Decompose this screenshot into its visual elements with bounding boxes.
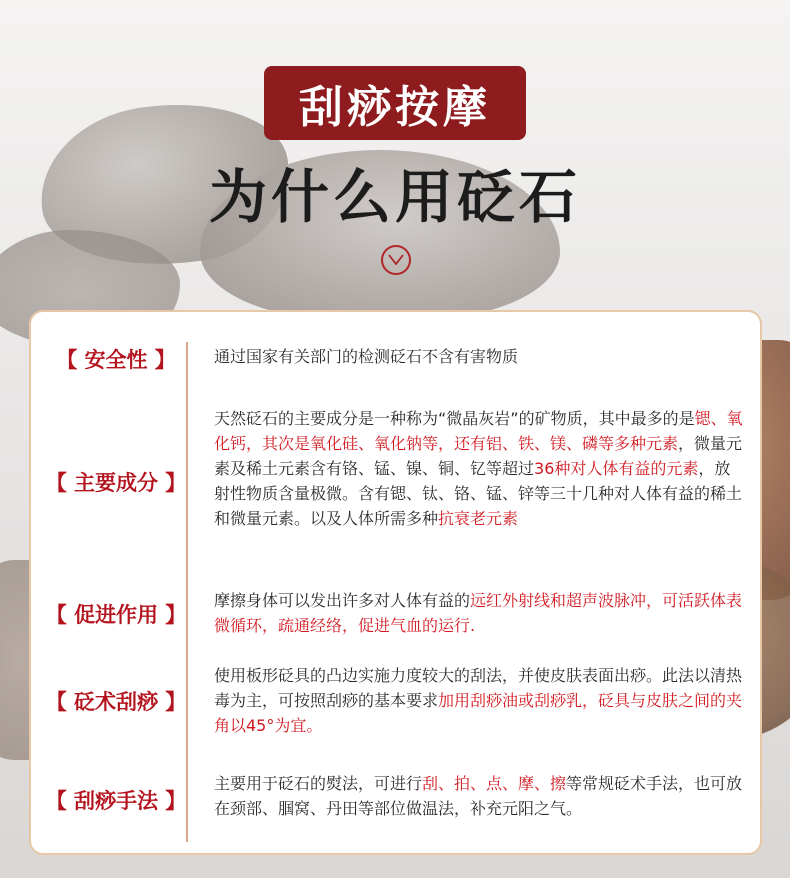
- section-label: 【 促进作用 】: [45, 603, 187, 627]
- chevron-down-icon[interactable]: [381, 245, 411, 275]
- body-text: ，微量元素及稀土元素含有铬、锰、镍、铜、钇等超过: [214, 434, 743, 478]
- section-label: 【 砭术刮痧 】: [45, 690, 187, 714]
- section-text: [214, 771, 746, 821]
- divider-line: [186, 342, 188, 842]
- highlight-text: 锶、氧化钙，其次是氧化硅、氧化钠等，还有铝、铁、镁、磷等多种元素: [214, 409, 743, 453]
- section-label: 【 安全性 】: [56, 348, 176, 372]
- body-text: 天然砭石的主要成分是一种称为“微晶灰岩”的矿物质，其中最多的是: [214, 409, 695, 428]
- body-text: 摩擦身体可以发出许多对人体有益的: [214, 591, 471, 610]
- section-label: 【 主要成分 】: [45, 471, 187, 495]
- section-label: 【 刮痧手法 】: [45, 789, 187, 813]
- highlight-text: 加用刮痧油或刮痧乳，砭具与皮肤之间的夹角以45°为宜。: [214, 691, 743, 735]
- highlight-text: 远红外射线和超声波脉冲，可活跃体表微循环，疏通经络，促进气血的运行.: [214, 591, 743, 635]
- section-text: [214, 663, 746, 738]
- highlight-text: 36种对人体有益的元素: [534, 459, 699, 478]
- body-text: 使用板形砭具的凸边实施力度较大的刮法，并使皮肤表面出痧。此法以清热毒为主，可按照刮痧的基本要求: [214, 666, 743, 710]
- info-card: [29, 310, 762, 855]
- body-text: ，放射性物质含量极微。含有锶、钛、铬、锰、锌等三十几种对人体有益的稀土和微量元素。以及人体所需多种: [214, 459, 743, 528]
- page-subtitle: 为什么用砭石: [208, 163, 581, 231]
- section-text: [214, 344, 746, 369]
- highlight-text: 刮、拍、点、摩、擦: [422, 774, 567, 793]
- highlight-text: 抗衰老元素: [438, 509, 519, 528]
- section-text: [214, 406, 746, 531]
- title-badge: 刮痧按摩: [264, 66, 526, 140]
- body-text: 等常规砭术手法，也可放在颈部、腘窝、丹田等部位做温法，补充元阳之气。: [214, 774, 743, 818]
- body-text: 通过国家有关部门的检测砭石不含有害物质: [214, 347, 519, 366]
- section-text: [214, 588, 746, 638]
- body-text: 主要用于砭石的熨法，可进行: [214, 774, 423, 793]
